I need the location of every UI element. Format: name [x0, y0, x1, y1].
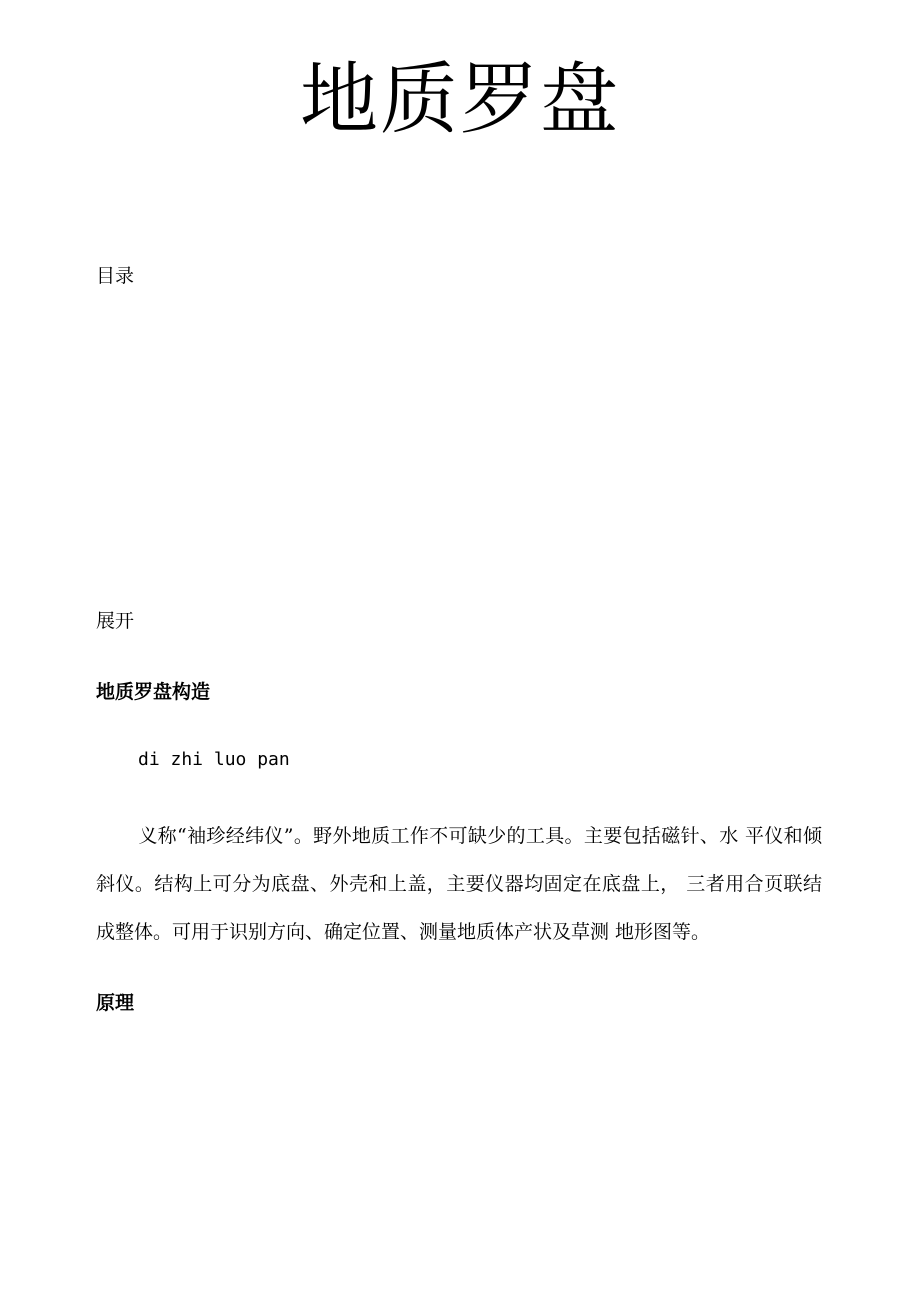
section-heading-structure: 地质罗盘构造 [96, 681, 211, 703]
section-heading-principle: 原理 [96, 992, 135, 1014]
document-title: 地质罗盘 [299, 55, 620, 145]
toc-label: 目录 [96, 265, 135, 287]
body-paragraph [96, 812, 822, 956]
expand-link[interactable]: 展开 [96, 610, 135, 632]
pinyin-line: di zhi luo pan [138, 749, 290, 770]
body-paragraph-text: 义称“袖珍经纬仪”。野外地质工作不可缺少的工具。主要包括磁针、水 平仪和倾斜仪。结构上可分为底盘、外壳和上盖，主要仪器均固定在底盘上， 三者用合页联结成整体。可用于识别方向、确定位置、测量地质体产状及草测 地形图等。 [96, 825, 822, 943]
